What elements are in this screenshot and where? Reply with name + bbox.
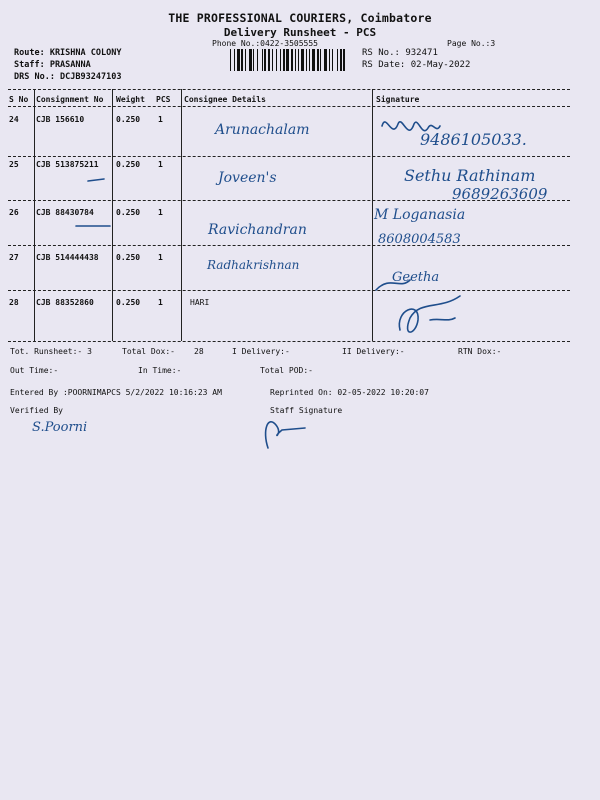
table-top-rule <box>8 89 570 90</box>
header-sno: S No <box>9 95 29 104</box>
row-consignment: CJB 156610 <box>36 115 85 124</box>
staff-signature-label: Staff Signature <box>270 406 343 415</box>
row-sno: 28 <box>9 298 19 307</box>
row-consignee: HARI <box>190 298 210 307</box>
total-dox-value: 28 <box>194 347 204 356</box>
header-weight: Weight <box>116 95 145 104</box>
handwritten-phone: 8608004583 <box>378 232 461 247</box>
table-bottom-rule <box>8 341 570 342</box>
handwritten-signature: Geetha <box>392 270 440 285</box>
staff-label: Staff: PRASANNA <box>14 60 91 70</box>
row-sno: 27 <box>9 253 19 262</box>
handwritten-name: Arunachalam <box>215 122 310 138</box>
row-weight: 0.250 <box>116 253 141 262</box>
rs-number: RS No.: 932471 <box>362 48 438 58</box>
header-signature: Signature <box>376 95 420 104</box>
column-divider <box>112 89 113 341</box>
out-time: Out Time:- <box>10 366 59 375</box>
row-pcs: 1 <box>158 298 163 307</box>
rs-date: RS Date: 02-May-2022 <box>362 60 471 70</box>
row-sno: 24 <box>9 115 19 124</box>
row-weight: 0.250 <box>116 208 141 217</box>
phone-number: Phone No.:0422-3505555 <box>212 39 318 48</box>
total-runsheet: Tot. Runsheet:- 3 <box>10 347 92 356</box>
row-pcs: 1 <box>158 160 163 169</box>
row-weight: 0.250 <box>116 160 141 169</box>
row-pcs: 1 <box>158 115 163 124</box>
pen-mark <box>88 179 104 181</box>
row-pcs: 1 <box>158 253 163 262</box>
handwritten-name: Joveen's <box>218 170 277 186</box>
entered-by: Entered By :POORNIMAPCS 5/2/2022 10:16:23 AM <box>10 388 222 397</box>
column-divider <box>181 89 182 341</box>
handwritten-phone: 9486105033. <box>420 130 527 149</box>
handwritten-name: Ravichandran <box>208 222 307 238</box>
row-divider <box>8 245 570 246</box>
row-consignment: CJB 88352860 <box>36 298 94 307</box>
header-consignment: Consignment No <box>36 95 104 104</box>
in-time: In Time:- <box>138 366 182 375</box>
row-sno: 26 <box>9 208 19 217</box>
total-dox-label: Total Dox:- <box>122 347 175 356</box>
row-sno: 25 <box>9 160 19 169</box>
row-consignment: CJB 88430784 <box>36 208 94 217</box>
header-bottom-rule <box>8 106 570 107</box>
column-divider <box>372 89 373 341</box>
verifier-signature: S.Poorni <box>32 420 88 435</box>
staff-signature-mark <box>266 422 305 448</box>
route-label: Route: KRISHNA COLONY <box>14 48 122 58</box>
row-divider <box>8 156 570 157</box>
ii-delivery: II Delivery:- <box>342 347 405 356</box>
rtn-dox: RTN Dox:- <box>458 347 502 356</box>
total-pod: Total POD:- <box>260 366 313 375</box>
header-consignee: Consignee Details <box>184 95 266 104</box>
column-divider <box>34 89 35 341</box>
row-consignment: CJB 513875211 <box>36 160 99 169</box>
header-pcs: PCS <box>156 95 171 104</box>
page-number: Page No.:3 <box>447 39 496 48</box>
row-divider <box>8 290 570 291</box>
handwritten-signature: M Loganasia <box>374 207 466 223</box>
reprinted-on: Reprinted On: 02-05-2022 10:20:07 <box>270 388 429 397</box>
signature-scribble-row28 <box>430 318 455 320</box>
row-weight: 0.250 <box>116 115 141 124</box>
verified-by-label: Verified By <box>10 406 63 415</box>
drs-number: DRS No.: DCJB93247103 <box>14 72 122 82</box>
company-title: THE PROFESSIONAL COURIERS, Coimbatore <box>168 11 432 25</box>
row-consignment: CJB 514444438 <box>36 253 99 262</box>
handwritten-signature: Sethu Rathinam <box>404 166 536 185</box>
i-delivery: I Delivery:- <box>232 347 290 356</box>
signature-scribble-row28 <box>399 296 460 332</box>
barcode <box>230 49 348 71</box>
row-pcs: 1 <box>158 208 163 217</box>
document-subtitle: Delivery Runsheet - PCS <box>223 26 377 39</box>
handwritten-name: Radhakrishnan <box>207 258 300 272</box>
handwritten-phone: 9689263609 <box>452 185 548 203</box>
row-weight: 0.250 <box>116 298 141 307</box>
